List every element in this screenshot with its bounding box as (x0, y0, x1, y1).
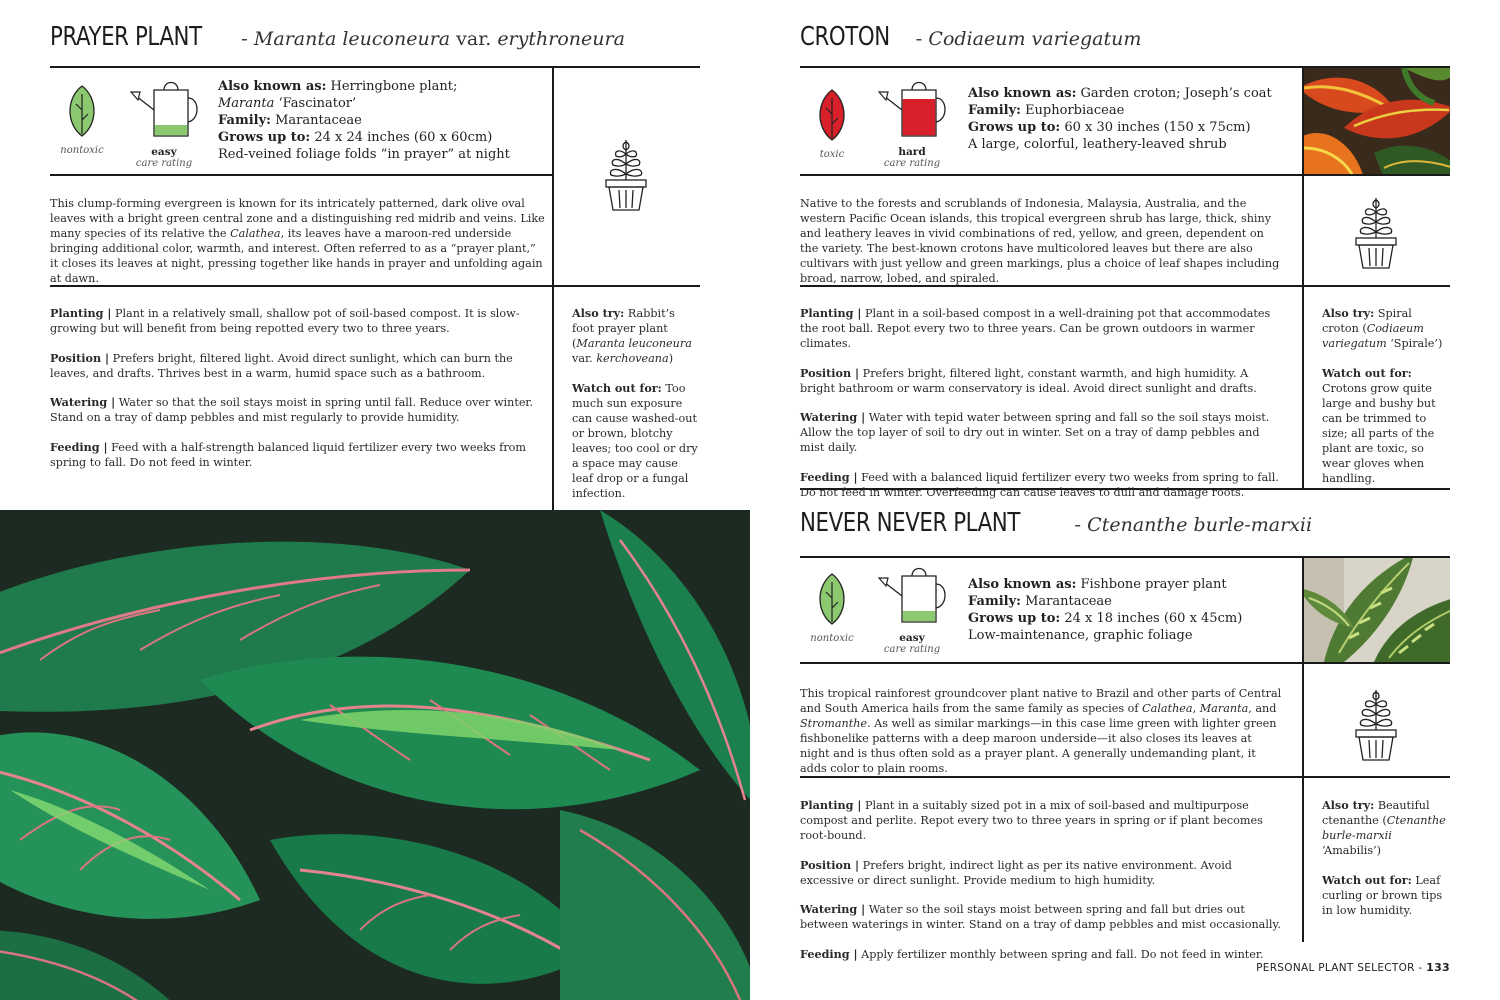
desc-text: Calathea (230, 227, 281, 240)
side-label: Also try: (1322, 306, 1375, 320)
side-text: Spiral croton ( (1322, 307, 1412, 335)
side-text: Crotons grow quite large and bushy but can be trimmed to size; all parts of the plant are toxic, so wear gloves when handling. (1322, 381, 1436, 485)
planting (800, 306, 1284, 351)
care-label: Feeding | (800, 946, 858, 961)
care-text: Feed with a balanced liquid fertilizer every two weeks from spring to fall. Do not feed in winter. Overfeeding can cause leaves to dull and damage roots. (800, 470, 1279, 499)
botanical-name: Ctenanthe burle-marxii (1087, 514, 1313, 536)
care-text: Plant in a soil-based compost in a well-draining pot that accommodates the root ball. Repot every two to three years. Can be grown outdoors in warmer climates. (800, 307, 1271, 350)
potted-plant-icon (1350, 684, 1402, 764)
care-label: Planting | (800, 798, 862, 812)
plant-facts (218, 78, 548, 163)
toxicity-indicator (802, 88, 862, 161)
toxicity-label: nontoxic (810, 633, 854, 644)
leaf-icon (814, 88, 850, 142)
fact-value: 60 x 30 inches (150 x 75cm) (1060, 120, 1251, 135)
care-text: Water with tepid water between spring and fall so the soil stays moist. Allow the top layer of soil to dry out in winter. Set on a tray of damp pebbles and mist daily. (800, 411, 1270, 454)
also-try (1322, 306, 1450, 351)
care-level: easy (151, 146, 177, 158)
water-level-fill (903, 99, 936, 135)
desc-text: Calathea (1142, 702, 1193, 715)
latin-var: var. (450, 28, 498, 50)
side-text: Beautiful ctenanthe ( (1322, 799, 1430, 827)
common-name: NEVER NEVER PLANT (800, 508, 1020, 538)
toxicity-indicator (802, 572, 862, 645)
care-text: Prefers bright, indirect light as per its native environment. Avoid excessive or direct sunlight. Provide medium to high humidity. (800, 858, 1232, 887)
fact-label: Grows up to: (968, 120, 1061, 135)
prayer-sidebar (572, 306, 700, 515)
watering (800, 902, 1284, 932)
side-text: var. (572, 352, 597, 365)
croton-photo (1304, 68, 1450, 174)
fact-label: Family: (968, 594, 1021, 609)
side-label: Watch out for: (1322, 872, 1412, 887)
botanical-name: Codiaeum variegatum (928, 28, 1142, 50)
care-rating-indicator (870, 566, 954, 656)
family (968, 593, 1298, 610)
desc-text: , its leaves have a maroon-red underside bringing additional color, warmth, and interest. Often referred to as a “prayer plant,” it closes its leaves at night, pressing together like hands in prayer and unfolding again at dawn. (50, 227, 543, 285)
side-text: ‘Spirale’) (1386, 337, 1443, 350)
also-try (1322, 798, 1450, 858)
care-label: Watering | (50, 395, 116, 409)
plant-facts (968, 85, 1298, 153)
also-known-as (968, 576, 1298, 593)
croton-care-instructions (800, 306, 1284, 514)
rule (50, 66, 700, 68)
care-text: Prefers bright, filtered light, constant warmth, and high humidity. A bright bathroom or warm conservatory is ideal. Avoid direct sunlight and drafts. (800, 366, 1257, 395)
watch-out-for (1322, 873, 1450, 918)
care-label: Feeding | (50, 439, 108, 454)
desc-text: , (1192, 702, 1200, 715)
never-never-description (800, 686, 1284, 776)
position (50, 351, 540, 381)
leaf-icon (64, 84, 100, 138)
fact-label: Also known as: (968, 86, 1077, 101)
care-rating-indicator (122, 80, 206, 170)
tagline: A large, colorful, leathery-leaved shrub (968, 137, 1227, 152)
grows-up-to (968, 610, 1298, 627)
fact-value: Fishbone prayer plant (1076, 577, 1227, 592)
side-label: Also try: (572, 306, 625, 320)
desc-text: , and (1248, 702, 1277, 715)
fact-value: Marantaceae (1020, 594, 1112, 609)
latin-genus: Maranta leuconeura (253, 28, 451, 50)
care-label: Position | (800, 365, 860, 380)
side-text: kerchoveana (596, 352, 669, 365)
feeding (800, 470, 1284, 500)
rule (800, 776, 1450, 778)
care-level: hard (898, 146, 926, 158)
desc-text: This clump-forming evergreen is known for its intricately patterned, dark olive oval leaves with a bright green central zone and a distinguishing red midrib and veins. Like many species of its relative the (50, 197, 545, 240)
plant-facts (968, 576, 1298, 644)
fact-value: Maranta (218, 96, 275, 111)
side-label: Also try: (1322, 798, 1375, 812)
page-footer (1256, 961, 1450, 974)
potted-plant-icon (600, 134, 652, 214)
fact-value: 24 x 24 inches (60 x 60cm) (310, 130, 493, 145)
care-text: Feed with a half-strength balanced liquid fertilizer every two weeks from spring to fall. Do not feed in winter. (50, 440, 527, 469)
latin-variety: erythroneura (497, 28, 625, 50)
care-label: Position | (800, 857, 860, 872)
also-known-as (968, 85, 1298, 102)
side-text: Too much sun exposure can cause washed-out or brown, blotchy leaves; too cool or dry a space may cause leaf drop or a fungal infection. (572, 381, 698, 500)
rule (800, 662, 1450, 664)
also-known-as (218, 78, 548, 95)
croton-description: Native to the forests and scrublands of Indonesia, Malaysia, Australia, and the western Pacific Ocean islands, this tropical evergreen shrub has large, thick, shiny and leathery leaves in vivid combinations of red, yellow, and green, dependent on the variety. The best-known crotons have multicolored leaves but there are also cultivars with just yellow and green markings, plus a choice of leaf shapes including broad, narrow, lobed, and spiraled. (800, 197, 1280, 285)
care-label: Watering | (800, 410, 866, 424)
botanical-name (254, 28, 625, 50)
desc-text: Maranta (1199, 702, 1249, 715)
family (218, 112, 548, 129)
common-name: PRAYER PLANT (50, 22, 202, 52)
prayer-plant-photo (0, 510, 750, 1000)
position (800, 858, 1284, 888)
care-level: easy (899, 632, 925, 644)
side-label: Watch out for: (572, 380, 662, 395)
toxicity-label: toxic (819, 149, 845, 160)
common-name: CROTON (800, 22, 890, 52)
side-text: ‘Amabilis’) (1322, 844, 1382, 857)
title-dash: - (1068, 514, 1088, 536)
watering-can-icon (876, 80, 948, 142)
watch-out-for (572, 381, 700, 501)
feeding (800, 947, 1284, 962)
fact-label: Also known as: (968, 577, 1077, 592)
desc-text: Stromanthe (800, 717, 868, 730)
side-text: Maranta leuconeura (576, 337, 692, 350)
planting (800, 798, 1284, 843)
rule (50, 174, 552, 176)
side-text: Codiaeum variegatum (1322, 322, 1424, 350)
tagline: Low-maintenance, graphic foliage (968, 628, 1193, 643)
prayer-description (50, 196, 546, 286)
care-text: Plant in a relatively small, shallow pot of soil-based compost. It is slow-growing but will benefit from being repotted every two to three years. (50, 307, 520, 335)
watering-can-icon (876, 566, 948, 628)
water-level-fill (155, 125, 188, 135)
title-dash: - (234, 28, 254, 50)
water-level-fill (903, 611, 936, 621)
also-try (572, 306, 700, 366)
fact-value: 24 x 18 inches (60 x 45cm) (1060, 611, 1243, 626)
care-label: Watering | (800, 902, 866, 916)
position (800, 366, 1284, 396)
watering-can-icon (128, 80, 200, 142)
planting (50, 306, 540, 336)
watch-out-for (1322, 366, 1450, 486)
desc-text: This tropical rainforest groundcover plant native to Brazil and other parts of Central and South America hails from the same family as species of (800, 687, 1282, 715)
fact-value: Marantaceae (270, 113, 362, 128)
never-never-care-instructions (800, 798, 1284, 976)
potted-plant-icon (1350, 192, 1402, 272)
never-never-sidebar (1322, 798, 1450, 932)
section-name: PERSONAL PLANT SELECTOR - (1256, 962, 1427, 974)
side-text: Leaf curling or brown tips in low humidity. (1322, 873, 1443, 917)
never-never-plant-title (800, 510, 1312, 536)
watering (50, 395, 540, 425)
page-number: 133 (1426, 961, 1450, 974)
care-label: Planting | (50, 306, 112, 320)
care-label: Feeding | (800, 469, 858, 484)
title-dash: - (909, 28, 929, 50)
rule (552, 66, 554, 510)
care-rating-label: care rating (883, 158, 941, 169)
care-text: Water so that the soil stays moist in spring until fall. Reduce over winter. Stand on a tray of damp pebbles and mist regularly to provide humidity. (50, 396, 534, 424)
croton-title (800, 24, 1141, 50)
care-rating-indicator (870, 80, 954, 170)
desc-text: . As well as similar markings—in this case lime green with lighter green fishbonelike patterns with a deep maroon underside—it also closes its leaves at night and is thus often sold as a prayer plant. A generally undemanding plant, it adds color to plain rooms. (800, 717, 1277, 775)
watering (800, 410, 1284, 455)
prayer-plant-title (50, 24, 625, 50)
care-rating-label: care rating (883, 644, 941, 655)
fact-value: Garden croton; Joseph’s coat (1076, 86, 1272, 101)
care-label: Planting | (800, 306, 862, 320)
feeding (50, 440, 540, 470)
fact-label: Family: (218, 113, 271, 128)
leaf-icon (814, 572, 850, 626)
rule (800, 174, 1450, 176)
prayer-care-instructions (50, 306, 540, 484)
fact-value: Euphorbiaceae (1020, 103, 1125, 118)
care-text: Apply fertilizer monthly between spring and fall. Do not feed in winter. (857, 947, 1264, 961)
tagline: Red-veined foliage folds “in prayer” at night (218, 147, 510, 162)
fact-label: Also known as: (218, 79, 327, 94)
fact-value: ‘Fascinator’ (274, 96, 357, 111)
toxicity-indicator (52, 84, 112, 157)
side-label: Watch out for: (1322, 365, 1412, 380)
care-rating-label: care rating (135, 158, 193, 169)
also-known-as-cont (218, 95, 548, 112)
fact-label: Grows up to: (968, 611, 1061, 626)
side-text: Rabbit’s foot prayer plant ( (572, 307, 675, 350)
side-text: ) (668, 352, 674, 365)
care-label: Position | (50, 350, 110, 365)
toxicity-label: nontoxic (60, 145, 104, 156)
fact-label: Grows up to: (218, 130, 311, 145)
fact-value: Herringbone plant; (326, 79, 458, 94)
family (968, 102, 1298, 119)
never-never-plant-photo (1304, 558, 1450, 662)
grows-up-to (968, 119, 1298, 136)
croton-sidebar (1322, 306, 1450, 500)
fact-label: Family: (968, 103, 1021, 118)
care-text: Plant in a suitably sized pot in a mix of soil-based and multipurpose compost and perlite. Repot every two to three years in spring or if plant becomes root-bound. (800, 799, 1263, 842)
side-text: Ctenanthe burle-marxii (1322, 814, 1446, 842)
care-text: Water so the soil stays moist between spring and fall but dries out between waterings in winter. Stand on a tray of damp pebbles and mist occasionally. (800, 903, 1281, 931)
grows-up-to (218, 129, 548, 146)
care-text: Prefers bright, filtered light. Avoid direct sunlight, which can burn the leaves, and drafts. Thrives best in a warm, humid space such as a bathroom. (50, 351, 513, 380)
